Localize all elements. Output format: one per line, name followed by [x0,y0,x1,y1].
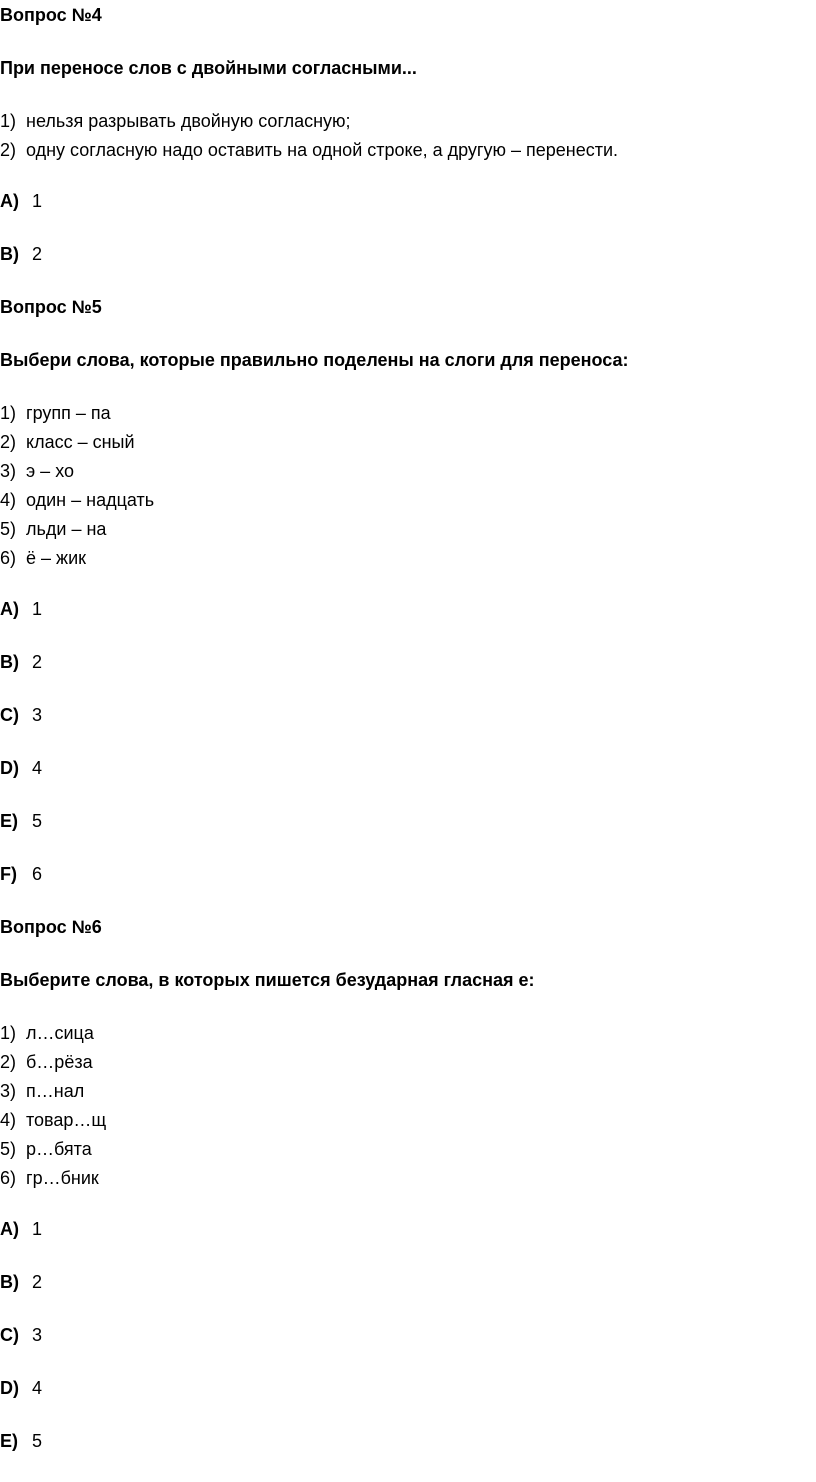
question-4-answer-b[interactable] [0,243,42,265]
item-text: ё – жик [26,548,86,568]
answer-letter: B) [0,244,19,264]
question-4-prompt: При переносе слов с двойными согласными... [0,58,417,78]
answer-value: 2 [32,652,43,672]
answer-letter: B) [0,1272,19,1292]
question-5-answer-c[interactable] [0,704,42,726]
item-number: 4) [0,490,17,510]
item-number: 1) [0,403,17,423]
answer-letter: E) [0,811,18,831]
item-text: гр…бник [26,1168,99,1188]
item-text: класс – сный [26,432,135,452]
question-6-item-2 [0,1051,93,1073]
answer-value: 4 [32,758,43,778]
answer-value: 1 [32,1219,43,1239]
item-text: п…нал [26,1081,85,1101]
answer-value: 2 [32,244,43,264]
answer-value: 5 [32,1431,43,1451]
answer-value: 1 [32,599,43,619]
answer-value: 3 [32,705,43,725]
question-6-item-5 [0,1138,92,1160]
question-5-answer-d[interactable] [0,757,42,779]
answer-letter: D) [0,1378,19,1398]
item-text: р…бята [26,1139,92,1159]
answer-letter: A) [0,1219,19,1239]
item-text: один – надцать [26,490,155,510]
question-6-item-1 [0,1022,94,1044]
answer-value: 3 [32,1325,43,1345]
answer-value: 6 [32,864,43,884]
item-text: л…сица [26,1023,94,1043]
answer-letter: D) [0,758,19,778]
item-number: 6) [0,1168,17,1188]
item-text: одну согласную надо оставить на одной строке, а другую – перенести. [26,140,619,160]
item-text: льди – на [26,519,107,539]
question-6-item-3 [0,1080,84,1102]
question-6-answer-b[interactable] [0,1271,42,1293]
item-number: 5) [0,1139,17,1159]
question-4-heading: Вопрос №4 [0,5,102,25]
question-6-answer-c[interactable] [0,1324,42,1346]
question-6-answer-d[interactable] [0,1377,42,1399]
question-6-answer-a[interactable] [0,1218,42,1240]
question-4-item-1 [0,110,351,132]
question-5-heading: Вопрос №5 [0,297,102,317]
question-5-answer-b[interactable] [0,651,42,673]
answer-letter: C) [0,1325,19,1345]
item-number: 2) [0,432,17,452]
question-4-answer-a[interactable] [0,190,42,212]
question-5-answer-a[interactable] [0,598,42,620]
question-5-item-3 [0,460,74,482]
answer-letter: E) [0,1431,18,1451]
question-5-item-5 [0,518,106,540]
answer-letter: B) [0,652,19,672]
answer-letter: A) [0,191,19,211]
item-text: товар…щ [26,1110,107,1130]
item-text: групп – па [26,403,111,423]
question-5-answer-e[interactable] [0,810,42,832]
question-5-item-2 [0,431,135,453]
answer-letter: C) [0,705,19,725]
item-number: 3) [0,461,17,481]
answer-value: 2 [32,1272,43,1292]
item-number: 2) [0,140,17,160]
item-number: 6) [0,548,17,568]
question-6-answer-e[interactable] [0,1430,42,1452]
question-6-item-6 [0,1167,99,1189]
question-4-item-2 [0,139,618,161]
question-6-item-4 [0,1109,106,1131]
answer-letter: A) [0,599,19,619]
item-number: 5) [0,519,17,539]
question-5-prompt: Выбери слова, которые правильно поделены на слоги для переноса: [0,350,629,370]
question-5-item-1 [0,402,111,424]
answer-value: 4 [32,1378,43,1398]
item-number: 2) [0,1052,17,1072]
item-number: 1) [0,111,17,131]
item-number: 3) [0,1081,17,1101]
question-6-heading: Вопрос №6 [0,917,102,937]
item-text: б…рёза [26,1052,93,1072]
question-6-prompt: Выберите слова, в которых пишется безударная гласная е: [0,970,535,990]
answer-value: 5 [32,811,43,831]
item-text: нельзя разрывать двойную согласную; [26,111,351,131]
question-5-answer-f[interactable] [0,863,42,885]
answer-letter: F) [0,864,17,884]
item-number: 1) [0,1023,17,1043]
question-5-item-6 [0,547,86,569]
question-5-item-4 [0,489,154,511]
item-text: э – хо [26,461,75,481]
answer-value: 1 [32,191,43,211]
item-number: 4) [0,1110,17,1130]
